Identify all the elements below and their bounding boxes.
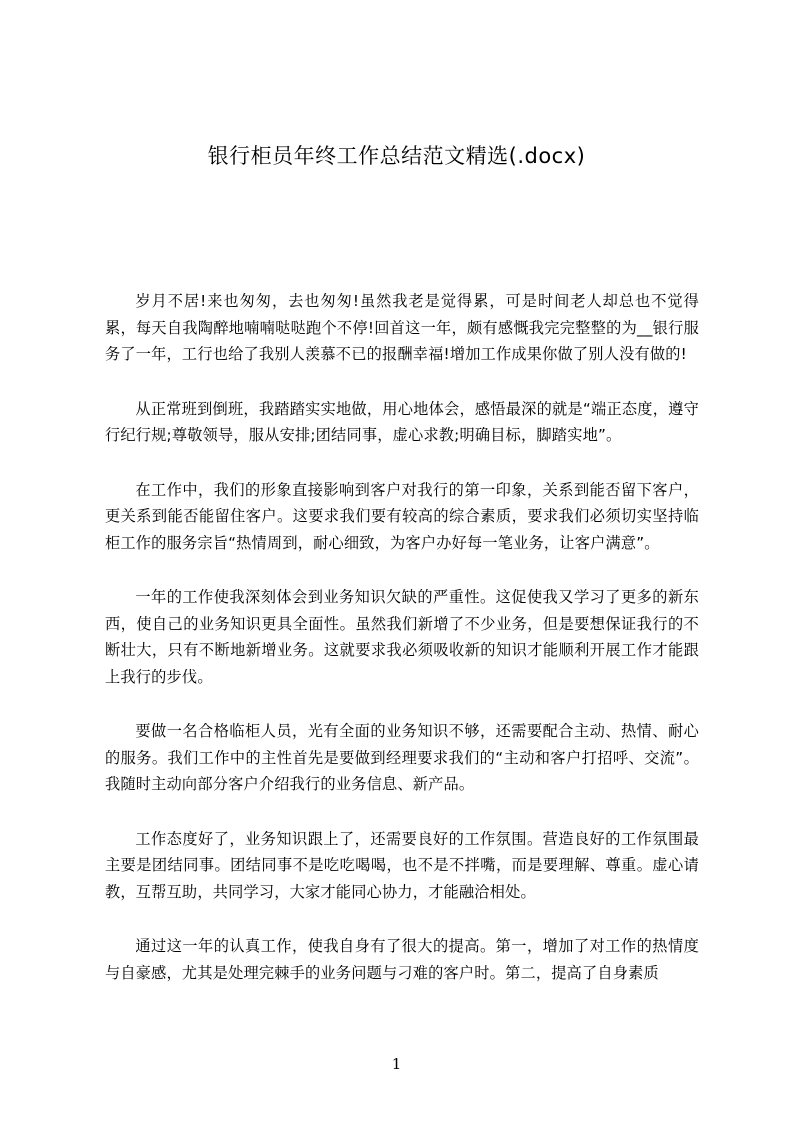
paragraph-5: 要做一名合格临柜人员，光有全面的业务知识不够，还需要配合主动、热情、耐心的服务。我们工作中的主性首先是要做到经理要求我们的“主动和客户打招呼、交流”。我随时主动向部分客户介绍我行的业务信息、新产品。 — [105, 722, 699, 793]
paragraph-6: 工作态度好了，业务知识跟上了，还需要良好的工作氛围。营造良好的工作氛围最主要是团结同事。团结同事不是吃吃喝喝，也不是不拌嘴，而是要理解、尊重。虚心请教，互帮互助，共同学习，大家才能同心协力，才能融洽相处。 — [105, 829, 699, 901]
paragraph-3: 在工作中，我们的形象直接影响到客户对我行的第一印象，关系到能否留下客户，更关系到能否能留住客户。这要求我们要有较高的综合素质，要求我们必须切实坚持临柜工作的服务宗旨“热情周到，耐心细致，为客户办好每一笔业务，让客户满意”。 — [105, 480, 699, 552]
document-title: 银行柜员年终工作总结范文精选(.docx) — [207, 144, 586, 168]
paragraph-4: 一年的工作使我深刻体会到业务知识欠缺的严重性。这促使我又学习了更多的新东西，使自己的业务知识更具全面性。虽然我们新增了不少业务，但是要想保证我行的不断壮大，只有不断地新增业务。这就要求我必须吸收新的知识才能顺利开展工作才能跟上我行的步伐。 — [105, 588, 699, 686]
paragraph-7: 通过这一年的认真工作，使我自身有了很大的提高。第一，增加了对工作的热情度与自豪感，尤其是处理完棘手的业务问题与刁难的客户时。第二，提高了自身素质 — [105, 937, 699, 982]
paragraph-1: 岁月不居!来也匆匆，去也匆匆!虽然我老是觉得累，可是时间老人却总也不觉得累，每天自我陶醉地喃喃哒哒跑个不停!回首这一年，颇有感慨我完完整整的为__银行服务了一年，工行也给了我别人羡慕不已的报酬幸福!增加工作成果你做了别人没有做的! — [105, 292, 699, 363]
paragraph-2: 从正常班到倒班，我踏踏实实地做，用心地体会，感悟最深的就是“端正态度，遵守行纪行规;尊敬领导，服从安排;团结同事，虚心求教;明确目标，脚踏实地”。 — [105, 399, 699, 444]
page-number: 1 — [391, 1055, 402, 1073]
document-body — [105, 288, 699, 1014]
